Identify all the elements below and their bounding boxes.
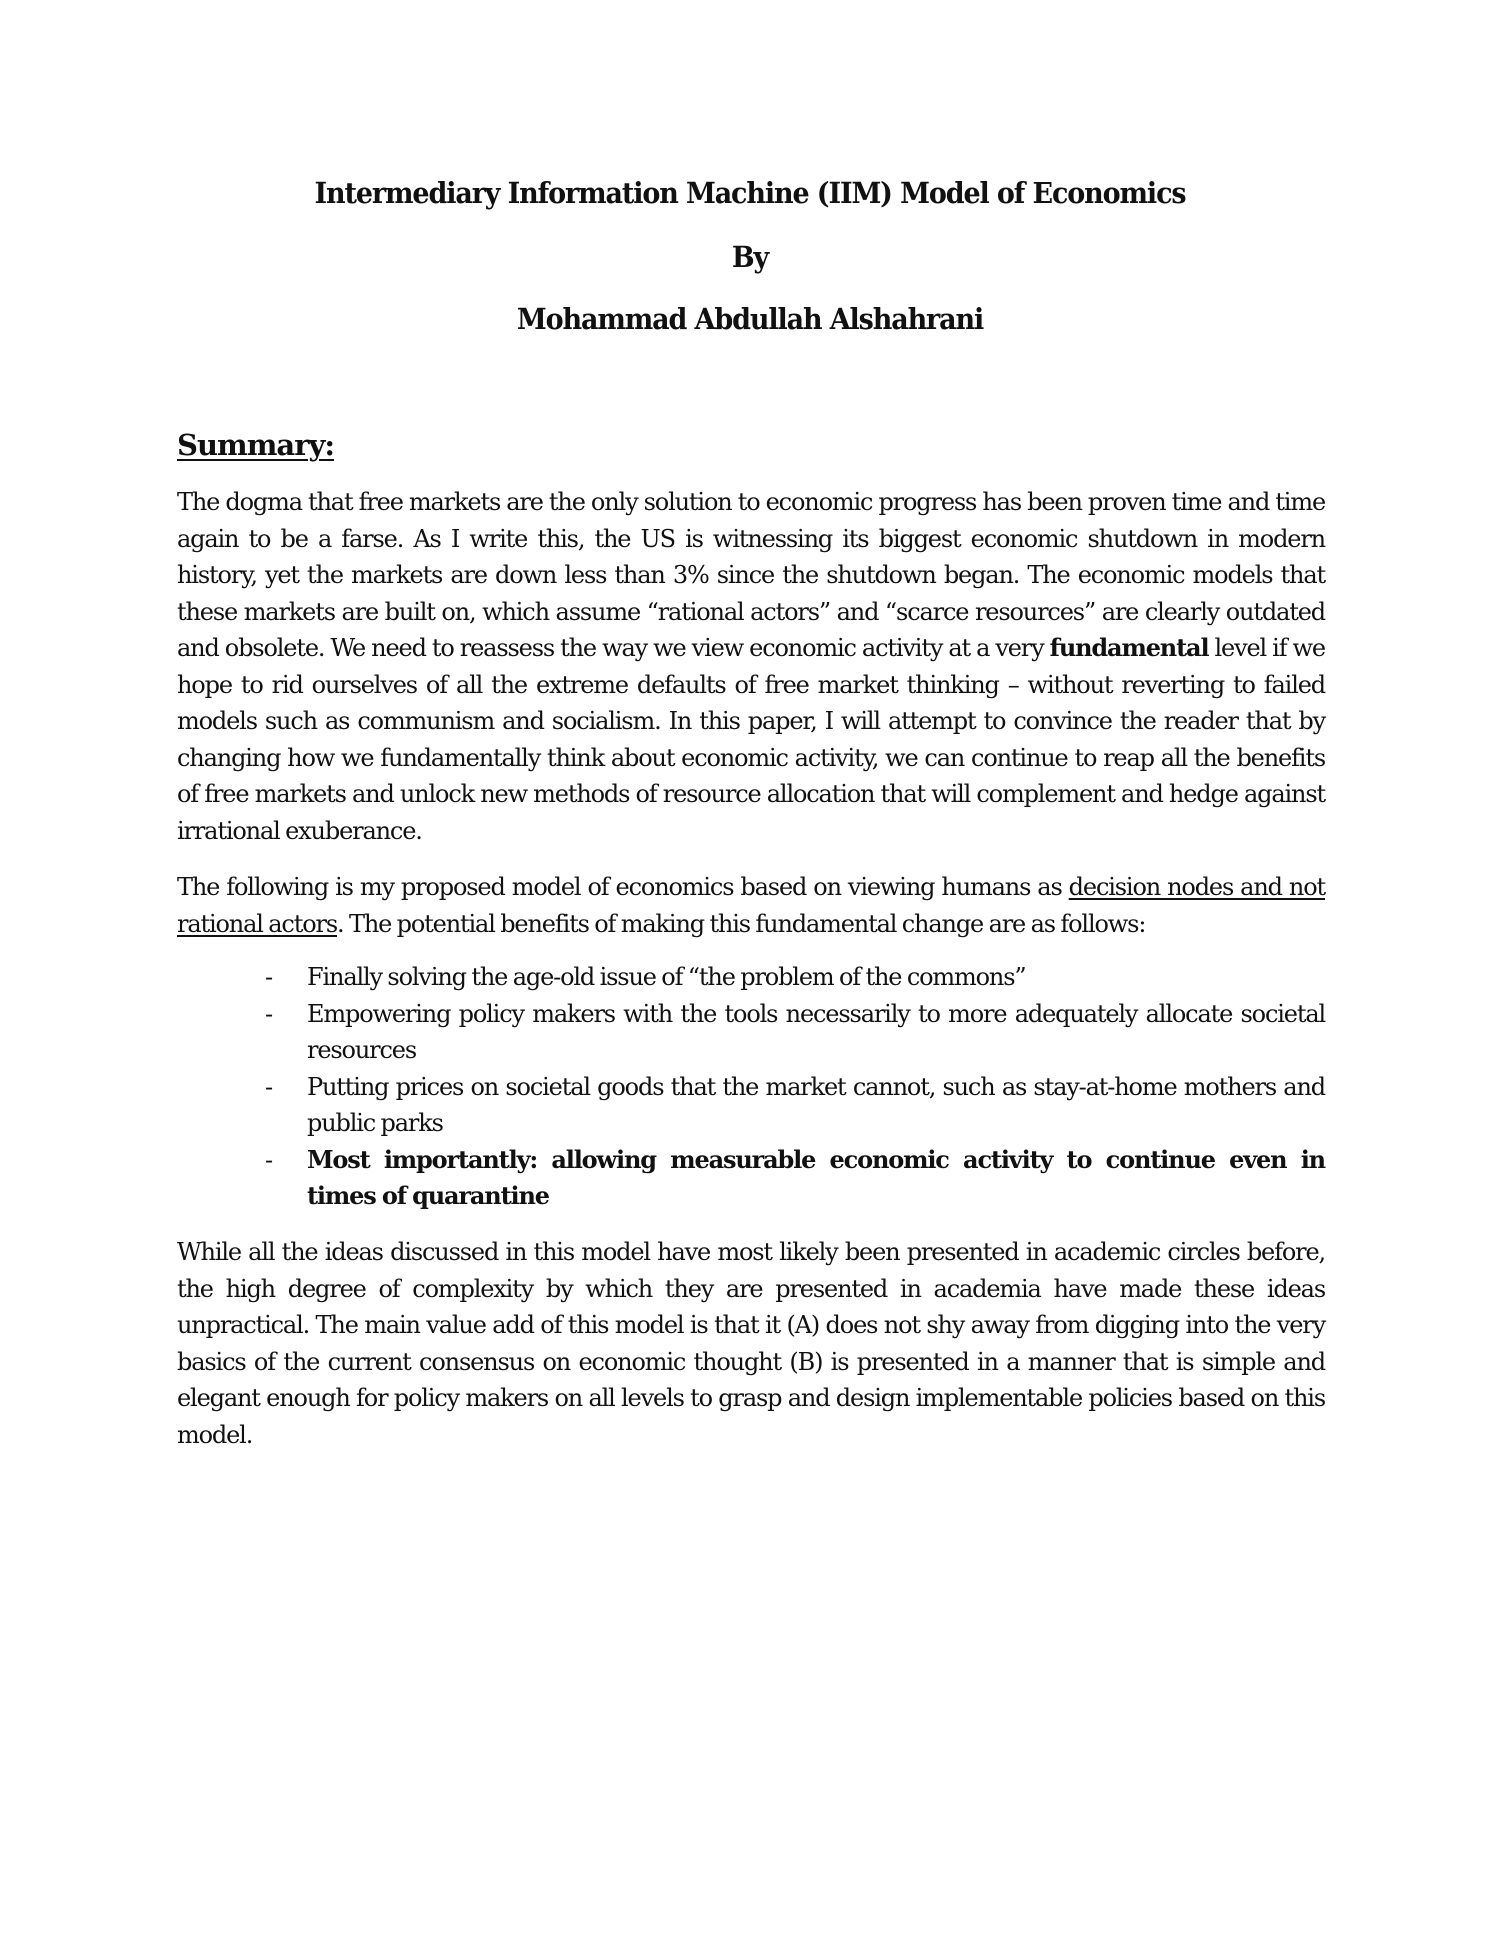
benefit-text: Finally solving the age-old issue of “the problem of the commons” — [307, 963, 1026, 991]
summary-paragraph-2 — [177, 869, 1325, 942]
paragraph-1-text-b: level if we hope to rid ourselves of all the extreme defaults of free market thinking – without reverting to failed models such as communism and socialism. In this paper, I will attempt to convince the reader that by changing how we fundamentally think about economic activity, we can continue to reap all the benefits of free markets and unlock new methods of resource allocation that will complement and hedge against irrational exuberance. — [177, 634, 1325, 845]
dash-bullet-icon: - — [265, 1072, 272, 1101]
benefit-item — [177, 996, 1325, 1069]
paragraph-2-text-a: The following is my proposed model of economics based on viewing humans as — [177, 873, 1069, 901]
benefit-item — [177, 1069, 1325, 1142]
paragraph-2-text-b: . The potential benefits of making this fundamental change are as follows: — [337, 909, 1146, 938]
paragraph-2-underlined-phrase: decision nodes and not rational actors — [177, 873, 1325, 938]
summary-paragraph-3: While all the ideas discussed in this model have most likely been presented in academic circles before, the high degree of complexity by which they are presented in academia have made these ideas unpractical. The main value add of this model is that it (A) does not shy away from digging into the very basics of the current consensus on economic thought (B) is presented in a manner that is simple and elegant enough for policy makers on all levels to grasp and design implementable policies based on this model. — [177, 1238, 1325, 1449]
by-label: By — [731, 240, 769, 274]
benefits-list — [177, 959, 1325, 1215]
paragraph-1-bold-word: fundamental — [1049, 633, 1209, 662]
dash-bullet-icon: - — [265, 1145, 272, 1174]
summary-paragraph-1 — [177, 484, 1325, 849]
author-name: Mohammad Abdullah Alshahrani — [516, 302, 984, 336]
dash-bullet-icon: - — [265, 999, 272, 1028]
summary-heading: Summary: — [177, 428, 335, 462]
benefit-text: Putting prices on societal goods that the market cannot, such as stay-at-home mothers and public parks — [307, 1072, 1325, 1137]
benefit-text: Empowering policy makers with the tools necessarily to more adequately allocate societal resources — [307, 999, 1325, 1064]
benefit-text: Most importantly: allowing measurable economic activity to continue even in times of quarantine — [307, 1144, 1325, 1210]
paragraph-1-text-a: The dogma that free markets are the only solution to economic progress has been proven time and time again to be a farse. As I write this, the US is witnessing its biggest economic shutdown in modern history, yet the markets are down less than 3% since the shutdown began. The economic models that these markets are built on, which assume “rational actors” and “scarce resources” are clearly outdated and obsolete. We need to reassess the way we view economic activity at a very — [177, 488, 1325, 662]
dash-bullet-icon: - — [265, 963, 272, 991]
benefit-item — [177, 959, 1325, 996]
document-title: Intermediary Information Machine (IIM) Model of Economics — [314, 176, 1186, 210]
benefit-item-highlighted — [177, 1142, 1325, 1215]
